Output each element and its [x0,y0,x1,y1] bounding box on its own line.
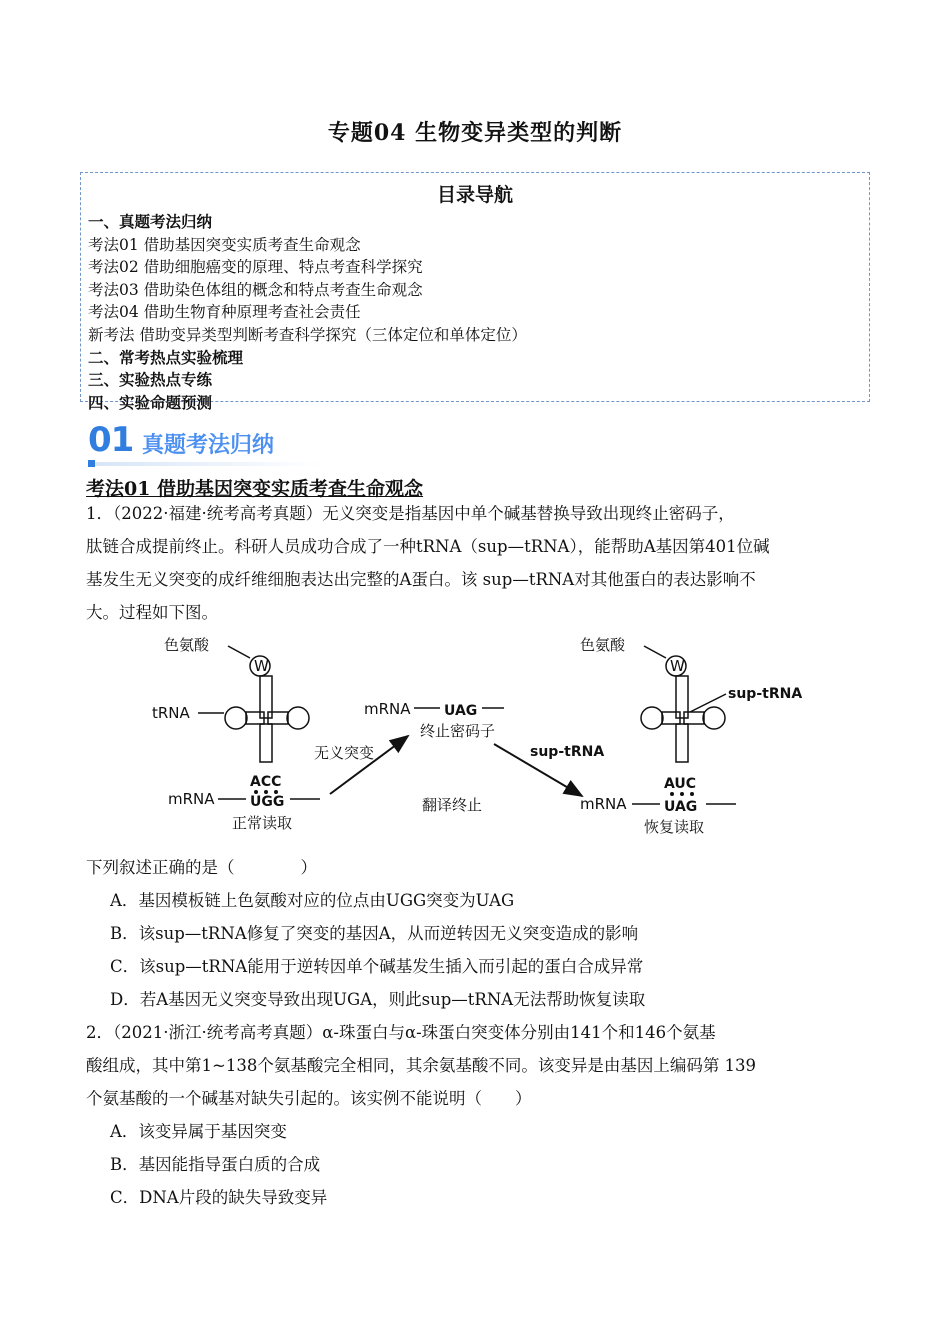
q2-option-b[interactable]: B．基因能指导蛋白质的合成 [110,1155,321,1174]
arrow2-label: sup-tRNA [530,744,605,760]
left-caption: 正常读取 [232,814,293,832]
trna-diagram [150,628,810,848]
right-d-loop [641,707,663,729]
toc-item[interactable]: 考法02 借助细胞癌变的原理、特点考查科学探究 [88,258,423,277]
left-t-loop [287,707,309,729]
q1-option-b[interactable]: B．该sup—tRNA修复了突变的基因A，从而逆转因无义突变造成的影响 [110,924,639,943]
toc-item[interactable]: 考法03 借助染色体组的概念和特点考查生命观念 [88,280,423,299]
q2-text-line: 个氨基酸的一个碱基对缺失引起的。该实例不能说明（ ） [86,1089,532,1108]
toc-item[interactable]: 四、实验命题预测 [88,392,213,412]
pair-dot [690,792,694,796]
q2-option-c[interactable]: C．DNA片段的缺失导致变异 [110,1188,328,1207]
q2-text-line: 酸组成，其中第1~138个氨基酸完全相同，其余氨基酸不同。该变异是由基因上编码第 139 [86,1056,757,1075]
right-anticodon: AUC [664,776,697,792]
right-codon: UAG [664,799,698,815]
section-underline [88,462,323,466]
pair-dot [670,792,674,796]
left-w-label: W [254,657,269,675]
left-d-loop [225,707,247,729]
right-t-loop [703,707,725,729]
toc-item[interactable]: 一、真题考法归纳 [88,212,213,231]
section-banner [88,420,328,466]
right-w-label: W [670,657,685,675]
mid-codon: UAG [444,703,478,719]
q1-option-d[interactable]: D．若A基因无义突变导致出现UGA，则此sup—tRNA无法帮助恢复读取 [110,990,646,1009]
left-codon: UGG [250,794,285,810]
pair-dot [680,792,684,796]
right-amino-pointer [644,646,666,658]
method-heading: 考法01 借助基因突变实质考查生命观念 [86,478,424,500]
q1-option-c[interactable]: C．该sup—tRNA能用于逆转因单个碱基发生插入而引起的蛋白合成异常 [110,957,644,976]
left-trna-label: tRNA [152,704,190,722]
q2-text-line: 2．（2021·浙江·统考高考真题）α-珠蛋白与α-珠蛋白突变体分别由141个和146个氨基 [86,1023,716,1042]
left-mrna-label: mRNA [168,790,215,808]
section-number: 01 [88,420,134,460]
section-dot [88,460,95,467]
mid-mrna-label: mRNA [364,700,411,718]
toc-item[interactable]: 考法04 借助生物育种原理考查社会责任 [88,303,361,322]
q1-text-line: 肽链合成提前终止。科研人员成功合成了一种tRNA（sup—tRNA），能帮助A基因第401位碱 [86,537,770,556]
q1-stem: 下列叙述正确的是（ ） [86,858,317,877]
q1-option-a[interactable]: A．基因模板链上色氨酸对应的位点由UGG突变为UAG [110,891,515,910]
toc-heading: 目录导航 [436,184,513,206]
right-sup-label: sup-tRNA [728,686,803,702]
toc-item[interactable]: 三、实验热点专练 [88,370,213,390]
right-amino-acid-label: 色氨酸 [580,636,626,654]
toc-box [80,172,870,412]
section-title: 真题考法归纳 [142,433,275,458]
page-title: 专题04 生物变异类型的判断 [327,120,623,146]
left-anticodon: ACC [250,774,282,790]
mid-caption: 终止密码子 [420,722,496,740]
q1-text-line: 大。过程如下图。 [86,603,218,622]
toc-item[interactable]: 新考法 借助变异类型判断考查科学探究（三体定位和单体定位） [88,325,527,344]
right-anticodon-stem [676,724,688,762]
q1-text-line: 基发生无义突变的成纤维细胞表达出完整的A蛋白。该 sup—tRNA对其他蛋白的表达影响不 [86,570,756,589]
right-caption: 恢复读取 [644,818,705,836]
toc-item[interactable]: 二、常考热点实验梳理 [88,347,244,367]
left-amino-acid-label: 色氨酸 [164,636,210,654]
right-trna-group [580,636,802,836]
left-amino-pointer [228,646,250,658]
left-anticodon-stem [260,724,272,762]
arrow1-label: 无义突变 [314,744,375,762]
q2-option-a[interactable]: A．该变异属于基因突变 [110,1122,287,1141]
mid-bottom-label: 翻译终止 [422,796,483,814]
left-trna-group [152,636,320,832]
toc-item[interactable]: 考法01 借助基因突变实质考查生命观念 [88,235,361,254]
q1-text-line: 1．（2022·福建·统考高考真题）无义突变是指基因中单个碱基替换导致出现终止密码子， [86,504,735,523]
right-mrna-label: mRNA [580,795,627,813]
